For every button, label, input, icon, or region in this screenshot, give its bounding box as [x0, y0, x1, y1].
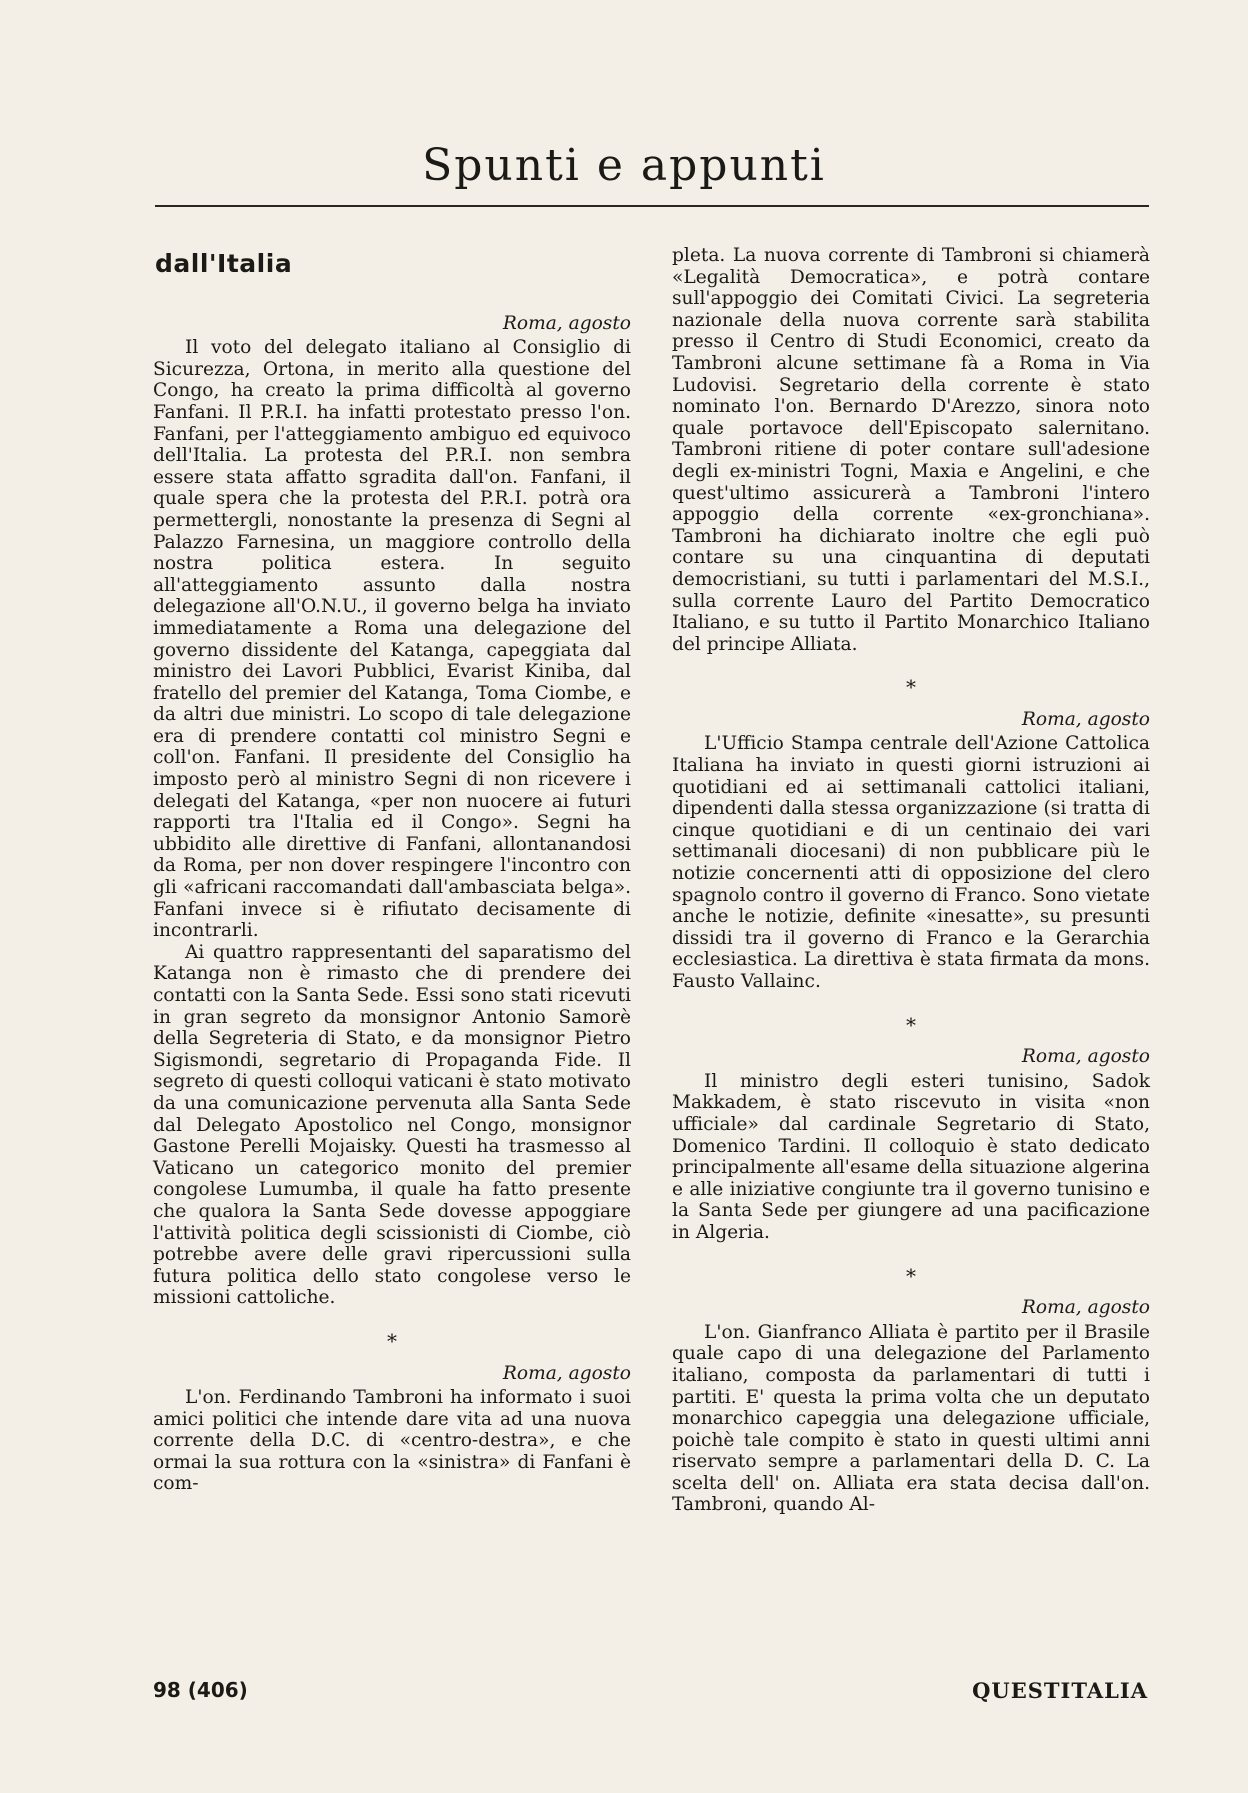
page-title: Spunti e appunti [422, 140, 826, 191]
article-paragraph: Il voto del delegato italiano al Consiglio di Sicurezza, Ortona, in merito alla questione del Congo, ha creato la prima difficoltà al governo Fanfani. Il P.R.I. ha infatti protestato presso l'on. Fanfani, per l'atteggiamento ambiguo ed equivoco dell'Italia. La protesta del P.R.I. non sembra essere stata affatto sgradita dall'on. Fanfani, il quale spera che la protesta del P.R.I. potrà ora permettergli, nonostante la presenza di Segni al Palazzo Farnesina, un maggiore controllo della nostra politica estera. In seguito all'atteggiamento assunto dalla nostra delegazione all'O.N.U., il governo belga ha inviato immediatamente a Roma una delegazione del governo dissidente del Katanga, capeggiata dal ministro dei Lavori Pubblici, Evarist Kiniba, dal fratello del premier del Katanga, Toma Ciombe, e da altri due ministri. Lo scopo di tale delegazione era di prendere contatti col ministro Segni e coll'on. Fanfani. Il presidente del Consiglio ha imposto però al ministro Segni di non ricevere i delegati del Katanga, «per non nuocere ai futuri rapporti tra l'Italia ed il Congo». Segni ha ubbidito alle direttive di Fanfani, allontanandosi da Roma, per non dover respingere l'incontro con gli «africani raccomandati dall'ambasciata belga». Fanfani invece si è rifiutato decisamente di incontrarli. [153, 337, 631, 942]
dateline: Roma, agosto [1021, 708, 1150, 730]
article-paragraph: L'Ufficio Stampa centrale dell'Azione Cattolica Italiana ha inviato in questi giorni istruzioni ai quotidiani ed ai settimanali cattolici italiani, dipendenti dalla stessa organizzazione (si tratta di cinque quotidiani e di un centinaio dei vari settimanali diocesani) di non pubblicare più le notizie concernenti atti di opposizione del clero spagnolo contro il governo di Franco. Sono vietate anche le notizie, definite «inesatte», su presunti dissidi tra il governo di Franco e la Gerarchia ecclesiastica. La direttiva è stata firmata da mons. Fausto Vallainc. [672, 733, 1150, 992]
separator-asterisk: * [906, 1263, 916, 1288]
dateline: Roma, agosto [1021, 1046, 1150, 1068]
page-number: 98 (406) [153, 1678, 248, 1702]
left-column [153, 245, 631, 1495]
separator-asterisk: * [906, 675, 916, 700]
dateline: Roma, agosto [502, 1362, 631, 1384]
separator-asterisk: * [387, 1328, 397, 1353]
publication-name: QUESTITALIA [972, 1678, 1148, 1703]
article-paragraph: Ai quattro rappresentanti del saparatismo del Katanga non è rimasto che di prendere dei contatti con la Santa Sede. Essi sono stati ricevuti in gran segreto da monsignor Antonio Samorè della Segreteria di Stato, e da monsignor Pietro Sigismondi, segretario di Propaganda Fide. Il segreto di questi colloqui vaticani è stato motivato da una comunicazione pervenuta alla Santa Sede dal Delegato Apostolico nel Congo, monsignor Gastone Perelli Mojaisky. Questi ha trasmesso al Vaticano un categorico monito del premier congolese Lumumba, il quale ha fatto presente che qualora la Santa Sede dovesse appoggiare l'attività politica degli scissionisti di Ciombe, ciò potrebbe avere delle gravi ripercussioni sulla futura politica dello stato congolese verso le missioni cattoliche. [153, 941, 631, 1309]
article-paragraph: Il ministro degli esteri tunisino, Sadok Makkadem, è stato riscevuto in visita «non ufficiale» dal cardinale Segretario di Stato, Domenico Tardini. Il colloquio è stato dedicato principalmente all'esame della situazione algerina e alle iniziative congiunte tra il governo tunisino e la Santa Sede per giungere ad una pacificazione in Algeria. [672, 1070, 1150, 1243]
right-column [672, 245, 1150, 1630]
dateline: Roma, agosto [502, 312, 631, 334]
separator-asterisk: * [906, 1012, 916, 1037]
dateline: Roma, agosto [1021, 1297, 1150, 1319]
title-rule [155, 205, 1149, 207]
article-paragraph: L'on. Gianfranco Alliata è partito per il Brasile quale capo di una delegazione del Parlamento italiano, composta da parlamentari di tutti i partiti. E' questa la prima volta che un deputato monarchico capeggia una delegazione ufficiale, poichè tale compito è stato in questi ultimi anni riservato sempre a parlamentari della D. C. La scelta dell' on. Alliata era stata decisa dall'on. Tambroni, quando Al- [672, 1321, 1150, 1516]
article-paragraph: L'on. Ferdinando Tambroni ha informato i suoi amici politici che intende dare vita ad una nuova corrente della D.C. di «centro-destra», e che ormai la sua rottura con la «sinistra» di Fanfani è com- [153, 1387, 631, 1495]
section-heading: dall'Italia [155, 249, 293, 278]
article-paragraph: pleta. La nuova corrente di Tambroni si chiamerà «Legalità Democratica», e potrà contare sull'appoggio dei Comitati Civici. La segreteria nazionale della nuova corrente sarà stabilita presso il Centro di Studi Economici, creato da Tambroni alcune settimane fà a Roma in Via Ludovisi. Segretario della corrente è stato nominato l'on. Bernardo D'Arezzo, sinora noto quale portavoce dell'Episcopato salernitano. Tambroni ritiene di poter contare sull'adesione degli ex-ministri Togni, Maxia e Angelini, e che quest'ultimo assicurerà a Tambroni l'intero appoggio della corrente «ex-gronchiana». Tambroni ha dichiarato inoltre che egli può contare su una cinquantina di deputati democristiani, su tutti i parlamentari del M.S.I., sulla corrente Lauro del Partito Democratico Italiano, e su tutto il Partito Monarchico Italiano del principe Alliata. [672, 245, 1150, 655]
